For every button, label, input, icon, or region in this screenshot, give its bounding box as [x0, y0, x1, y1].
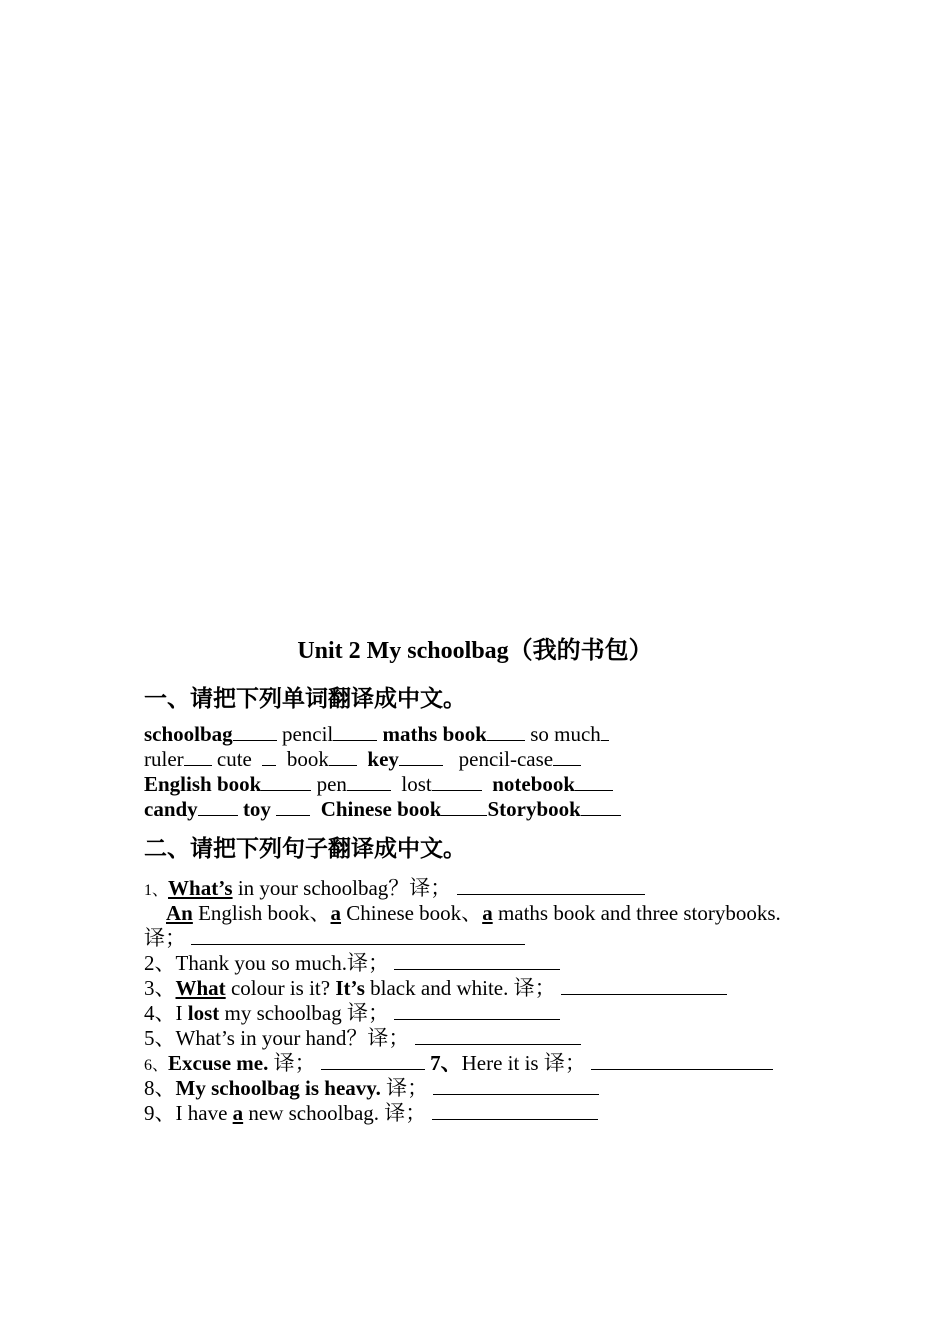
word-candy: candy: [144, 797, 198, 821]
sentence-keyword: It’s: [335, 976, 365, 1000]
word-chinese-book: Chinese book: [320, 797, 442, 821]
section-2-heading: 二、请把下列句子翻译成中文。: [144, 836, 466, 862]
word-pencil: pencil: [281, 722, 334, 746]
sentence-keyword: What: [175, 976, 226, 1000]
sentence-keyword: What’s: [168, 876, 233, 900]
sentence-text: in your schoolbag？译；: [232, 876, 452, 900]
word-key: key: [367, 747, 399, 771]
word-ruler: ruler: [144, 747, 184, 771]
answer-blank[interactable]: [333, 722, 377, 741]
word-book: book: [286, 747, 329, 771]
section-1-heading: 一、请把下列单词翻译成中文。: [144, 686, 466, 712]
word-row-1: [144, 722, 609, 747]
answer-blank[interactable]: [553, 747, 581, 766]
word-english-book: English book: [144, 772, 262, 796]
answer-blank[interactable]: [329, 747, 357, 766]
answer-blank[interactable]: [432, 1101, 598, 1120]
answer-blank[interactable]: [347, 772, 391, 791]
word-cute: cute: [216, 747, 252, 771]
answer-blank[interactable]: [394, 1001, 560, 1020]
answer-blank[interactable]: [581, 797, 621, 816]
answer-blank[interactable]: [276, 797, 310, 816]
sentence-text: 5、What’s in your hand？译；: [144, 1026, 410, 1050]
answer-blank[interactable]: [399, 747, 443, 766]
word-pen: pen: [316, 772, 347, 796]
sentence-text: 译；: [268, 1051, 316, 1075]
sentence-keyword: a: [482, 901, 493, 925]
answer-blank[interactable]: [321, 1051, 425, 1070]
item-number: 3、: [144, 976, 176, 1000]
sentence-keyword: My schoolbag is heavy.: [175, 1076, 381, 1100]
answer-blank[interactable]: [561, 976, 727, 995]
sentence-keyword: lost: [187, 1001, 220, 1025]
item-number: 8、: [144, 1076, 176, 1100]
answer-blank[interactable]: [191, 926, 525, 945]
word-schoolbag: schoolbag: [144, 722, 233, 746]
word-toy: toy: [242, 797, 271, 821]
word-maths-book: maths book: [382, 722, 487, 746]
answer-blank[interactable]: [457, 876, 645, 895]
answer-blank[interactable]: [487, 722, 525, 741]
word-lost: lost: [401, 772, 432, 796]
word-so-much: so much: [530, 722, 601, 746]
item-number: 1、: [144, 882, 169, 899]
word-notebook: notebook: [492, 772, 576, 796]
answer-blank[interactable]: [262, 747, 276, 766]
sentence-text: black and white. 译；: [364, 976, 556, 1000]
word-storybook: Storybook: [487, 797, 581, 821]
answer-blank[interactable]: [394, 951, 560, 970]
sentence-text: Chinese book、: [341, 901, 483, 925]
item-number: 4、I: [144, 1001, 188, 1025]
answer-blank[interactable]: [575, 772, 613, 791]
word-row-4: [144, 797, 621, 822]
word-pencil-case: pencil-case: [458, 747, 554, 771]
sentence-text: colour is it?: [225, 976, 336, 1000]
sentence-keyword: a: [330, 901, 342, 925]
sentence-text: Here it is 译；: [461, 1051, 586, 1075]
sentence-keyword: a: [232, 1101, 244, 1125]
sentence-text: new schoolbag. 译；: [243, 1101, 427, 1125]
answer-blank[interactable]: [198, 797, 238, 816]
answer-blank[interactable]: [261, 772, 311, 791]
sentence-keyword: An: [166, 901, 193, 925]
word-row-2: [144, 747, 581, 772]
sentence-text: English book、: [192, 901, 331, 925]
answer-blank[interactable]: [433, 1076, 599, 1095]
answer-blank[interactable]: [591, 1051, 773, 1070]
sentence-text: 译；: [380, 1076, 429, 1100]
word-row-3: [144, 772, 613, 797]
item-number: 7、: [430, 1051, 462, 1075]
page-title: Unit 2 My schoolbag（我的书包）: [297, 638, 653, 664]
answer-blank[interactable]: [184, 747, 212, 766]
sentence-text: my schoolbag 译；: [219, 1001, 389, 1025]
answer-blank[interactable]: [441, 797, 487, 816]
answer-blank[interactable]: [601, 722, 609, 741]
sentence-text: 2、Thank you so much.译；: [144, 951, 389, 975]
answer-blank[interactable]: [432, 772, 482, 791]
answer-blank[interactable]: [415, 1026, 581, 1045]
item-number: 6、: [144, 1057, 169, 1074]
sentence-text: 译；: [144, 926, 186, 950]
answer-blank[interactable]: [233, 722, 277, 741]
item-number: 9、I have: [144, 1101, 233, 1125]
sentence-9: [144, 1097, 598, 1127]
sentence-keyword: Excuse me.: [168, 1051, 269, 1075]
sentence-text: maths book and three storybooks.: [492, 901, 781, 925]
